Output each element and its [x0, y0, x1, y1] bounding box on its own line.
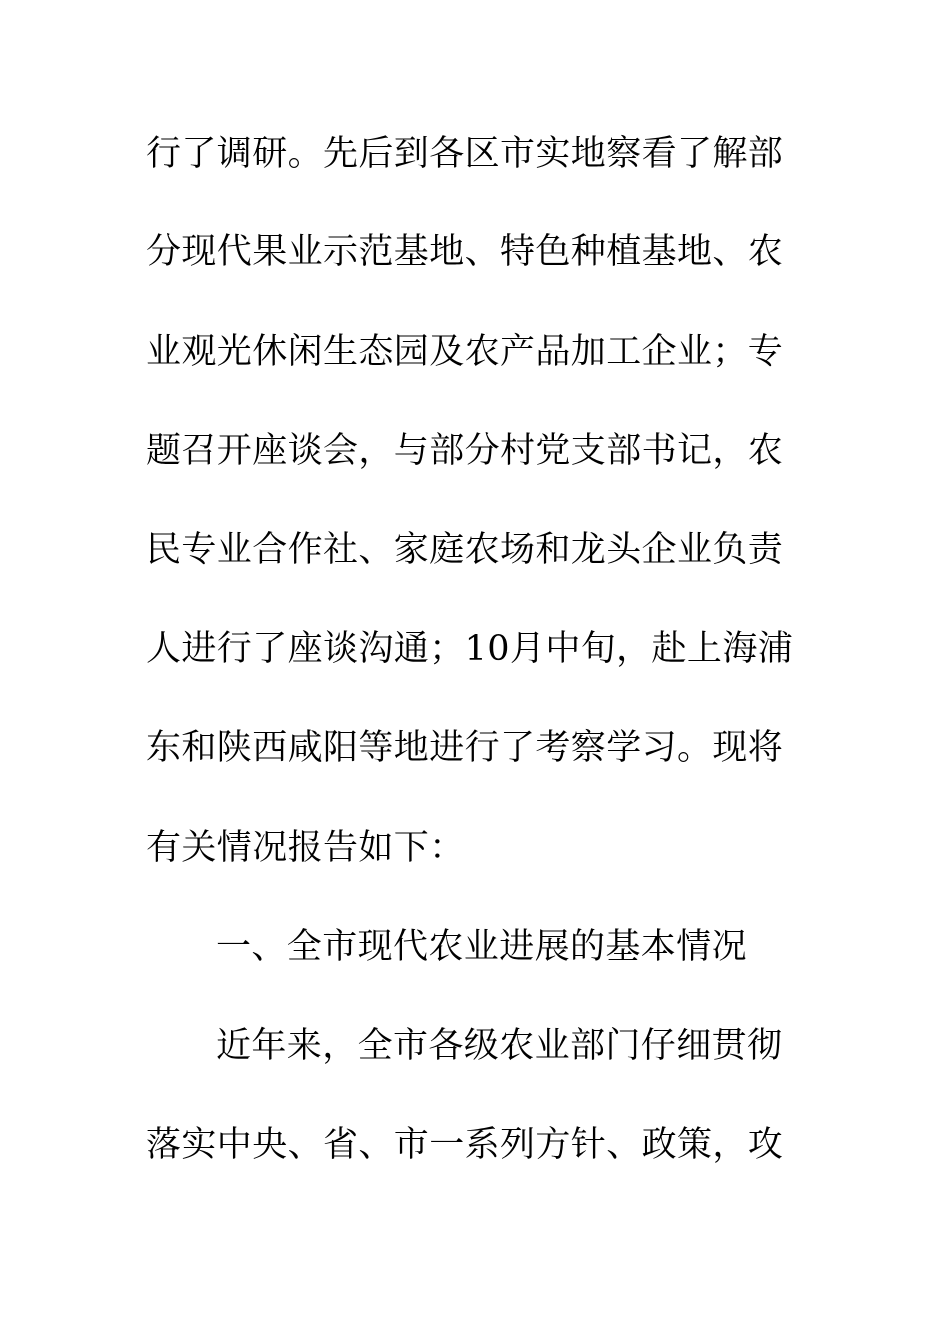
- body-text-line: 分现代果业示范基地、特色种植基地、农: [146, 232, 784, 272]
- body-text-line: 业观光休闲生态园及农产品加工企业；专: [146, 332, 784, 372]
- body-text-line: 有关情况报告如下：: [146, 828, 465, 868]
- body-text-line: 人进行了座谈沟通；10月中旬，赴上海浦: [146, 629, 794, 669]
- paragraph-first-line: 近年来，全市各级农业部门仔细贯彻: [216, 1026, 783, 1066]
- body-text-line: 民专业合作社、家庭农场和龙头企业负责: [146, 530, 784, 570]
- body-text-line: 落实中央、省、市一系列方针、政策，攻: [146, 1125, 784, 1165]
- body-text-line: 题召开座谈会，与部分村党支部书记，农: [146, 431, 784, 471]
- body-text-line: 行了调研。先后到各区市实地察看了解部: [146, 134, 784, 174]
- section-heading: 一、全市现代农业进展的基本情况: [216, 927, 748, 967]
- body-text-line: 东和陕西咸阳等地进行了考察学习。现将: [146, 728, 784, 768]
